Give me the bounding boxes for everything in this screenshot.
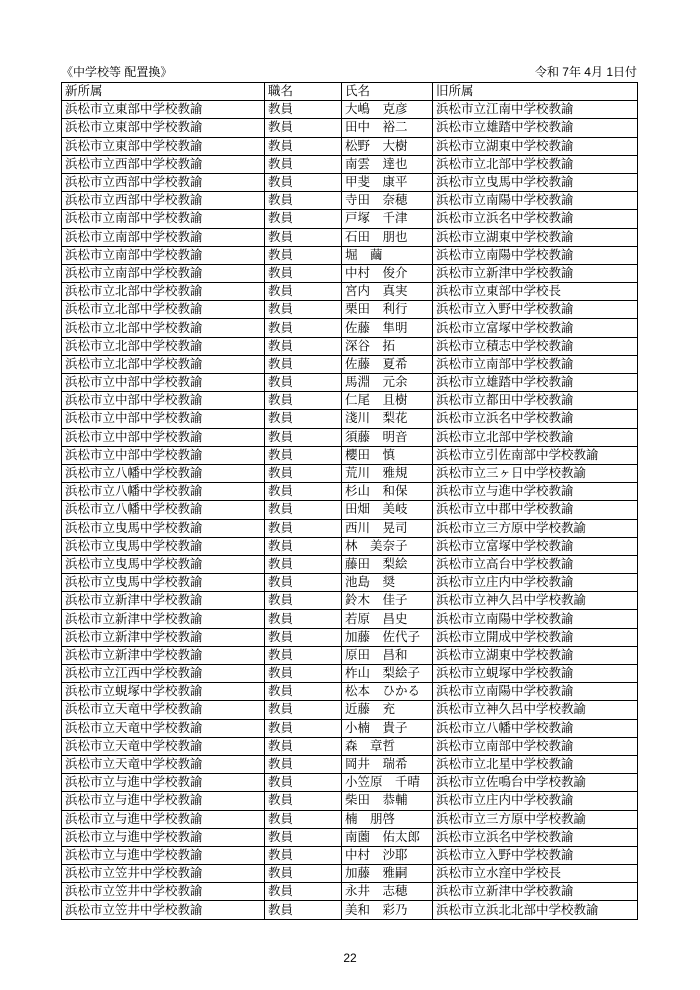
name-cell: 小笠原 千晴 <box>342 774 433 792</box>
former-affiliation-cell: 浜松市立浜北北部中学校教諭 <box>433 901 638 919</box>
table-row <box>62 574 638 592</box>
position-cell: 教員 <box>265 119 342 137</box>
name-cell: 藤田 梨絵 <box>342 555 433 573</box>
new-affiliation-cell: 浜松市立八幡中学校教諭 <box>62 464 265 482</box>
table-row <box>62 410 638 428</box>
position-cell: 教員 <box>265 519 342 537</box>
new-affiliation-cell: 浜松市立笠井中学校教諭 <box>62 865 265 883</box>
new-affiliation-cell: 浜松市立曳馬中学校教諭 <box>62 537 265 555</box>
table-row <box>62 646 638 664</box>
name-cell: 加藤 雅嗣 <box>342 865 433 883</box>
position-cell: 教員 <box>265 319 342 337</box>
table-row <box>62 883 638 901</box>
former-affiliation-cell: 浜松市立南陽中学校教諭 <box>433 610 638 628</box>
former-affiliation-cell: 浜松市立積志中学校教諭 <box>433 337 638 355</box>
former-affiliation-cell: 浜松市立浜名中学校教諭 <box>433 410 638 428</box>
name-cell: 美和 彩乃 <box>342 901 433 919</box>
former-affiliation-cell: 浜松市立入野中学校教諭 <box>433 846 638 864</box>
former-affiliation-cell: 浜松市立三方原中学校教諭 <box>433 810 638 828</box>
former-affiliation-cell: 浜松市立中郡中学校教諭 <box>433 501 638 519</box>
table-row <box>62 355 638 373</box>
former-affiliation-cell: 浜松市立新津中学校教諭 <box>433 264 638 282</box>
table-row <box>62 828 638 846</box>
table-row <box>62 537 638 555</box>
position-cell: 教員 <box>265 683 342 701</box>
new-affiliation-cell: 浜松市立北部中学校教諭 <box>62 355 265 373</box>
former-affiliation-cell: 浜松市立富塚中学校教諭 <box>433 319 638 337</box>
name-cell: 岡井 瑞希 <box>342 755 433 773</box>
header-former-affiliation: 旧所属 <box>433 83 638 101</box>
table-row <box>62 264 638 282</box>
new-affiliation-cell: 浜松市立北部中学校教諭 <box>62 283 265 301</box>
new-affiliation-cell: 浜松市立中部中学校教諭 <box>62 446 265 464</box>
name-cell: 堀 繭 <box>342 246 433 264</box>
former-affiliation-cell: 浜松市立三ヶ日中学校教諭 <box>433 464 638 482</box>
new-affiliation-cell: 浜松市立新津中学校教諭 <box>62 610 265 628</box>
table-row <box>62 719 638 737</box>
former-affiliation-cell: 浜松市立浜名中学校教諭 <box>433 828 638 846</box>
former-affiliation-cell: 浜松市立浜名中学校教諭 <box>433 210 638 228</box>
table-header <box>62 83 638 101</box>
table-row <box>62 319 638 337</box>
former-affiliation-cell: 浜松市立庄内中学校教諭 <box>433 792 638 810</box>
position-cell: 教員 <box>265 665 342 683</box>
table-row <box>62 155 638 173</box>
new-affiliation-cell: 浜松市立蜆塚中学校教諭 <box>62 683 265 701</box>
new-affiliation-cell: 浜松市立西部中学校教諭 <box>62 173 265 191</box>
position-cell: 教員 <box>265 828 342 846</box>
table-row <box>62 173 638 191</box>
table-row <box>62 628 638 646</box>
former-affiliation-cell: 浜松市立新津中学校教諭 <box>433 883 638 901</box>
new-affiliation-cell: 浜松市立曳馬中学校教諭 <box>62 555 265 573</box>
former-affiliation-cell: 浜松市立湖東中学校教諭 <box>433 137 638 155</box>
former-affiliation-cell: 浜松市立北部中学校教諭 <box>433 428 638 446</box>
name-cell: 田中 裕二 <box>342 119 433 137</box>
name-cell: 若原 昌史 <box>342 610 433 628</box>
position-cell: 教員 <box>265 846 342 864</box>
new-affiliation-cell: 浜松市立北部中学校教諭 <box>62 319 265 337</box>
name-cell: 小楠 貴子 <box>342 719 433 737</box>
document-header <box>61 63 637 81</box>
name-cell: 森 章哲 <box>342 737 433 755</box>
new-affiliation-cell: 浜松市立南部中学校教諭 <box>62 228 265 246</box>
former-affiliation-cell: 浜松市立湖東中学校教諭 <box>433 228 638 246</box>
name-cell: 林 美奈子 <box>342 537 433 555</box>
position-cell: 教員 <box>265 428 342 446</box>
former-affiliation-cell: 浜松市立水窪中学校長 <box>433 865 638 883</box>
name-cell: 原田 昌和 <box>342 646 433 664</box>
new-affiliation-cell: 浜松市立笠井中学校教諭 <box>62 901 265 919</box>
new-affiliation-cell: 浜松市立南部中学校教諭 <box>62 264 265 282</box>
name-cell: 深谷 拓 <box>342 337 433 355</box>
former-affiliation-cell: 浜松市立都田中学校教諭 <box>433 392 638 410</box>
name-cell: 戸塚 千津 <box>342 210 433 228</box>
position-cell: 教員 <box>265 337 342 355</box>
position-cell: 教員 <box>265 210 342 228</box>
former-affiliation-cell: 浜松市立北星中学校教諭 <box>433 755 638 773</box>
name-cell: 南雲 達也 <box>342 155 433 173</box>
former-affiliation-cell: 浜松市立佐鳴台中学校教諭 <box>433 774 638 792</box>
position-cell: 教員 <box>265 228 342 246</box>
position-cell: 教員 <box>265 774 342 792</box>
former-affiliation-cell: 浜松市立南陽中学校教諭 <box>433 192 638 210</box>
header-new-affiliation: 新所属 <box>62 83 265 101</box>
table-row <box>62 592 638 610</box>
name-cell: 楠 朋啓 <box>342 810 433 828</box>
table-row <box>62 665 638 683</box>
table-row <box>62 865 638 883</box>
name-cell: 鈴木 佳子 <box>342 592 433 610</box>
name-cell: 加藤 佐代子 <box>342 628 433 646</box>
table-row <box>62 701 638 719</box>
position-cell: 教員 <box>265 137 342 155</box>
name-cell: 池島 奨 <box>342 574 433 592</box>
name-cell: 杉山 和保 <box>342 483 433 501</box>
new-affiliation-cell: 浜松市立与進中学校教諭 <box>62 810 265 828</box>
table-row <box>62 374 638 392</box>
position-cell: 教員 <box>265 483 342 501</box>
table-row <box>62 810 638 828</box>
new-affiliation-cell: 浜松市立与進中学校教諭 <box>62 828 265 846</box>
position-cell: 教員 <box>265 374 342 392</box>
position-cell: 教員 <box>265 192 342 210</box>
position-cell: 教員 <box>265 410 342 428</box>
effective-date: 令和 7年 4月 1日付 <box>534 65 637 79</box>
table-row <box>62 846 638 864</box>
table-row <box>62 446 638 464</box>
table-row <box>62 774 638 792</box>
table-row <box>62 246 638 264</box>
table-row <box>62 737 638 755</box>
position-cell: 教員 <box>265 464 342 482</box>
name-cell: 須藤 明音 <box>342 428 433 446</box>
name-cell: 柞山 梨絵子 <box>342 665 433 683</box>
former-affiliation-cell: 浜松市立三方原中学校教諭 <box>433 519 638 537</box>
new-affiliation-cell: 浜松市立南部中学校教諭 <box>62 246 265 264</box>
name-cell: 栗田 利行 <box>342 301 433 319</box>
new-affiliation-cell: 浜松市立八幡中学校教諭 <box>62 483 265 501</box>
table-row <box>62 464 638 482</box>
former-affiliation-cell: 浜松市立湖東中学校教諭 <box>433 646 638 664</box>
name-cell: 近藤 充 <box>342 701 433 719</box>
position-cell: 教員 <box>265 101 342 119</box>
table-row <box>62 610 638 628</box>
new-affiliation-cell: 浜松市立八幡中学校教諭 <box>62 501 265 519</box>
name-cell: 甲斐 康平 <box>342 173 433 191</box>
name-cell: 佐藤 夏希 <box>342 355 433 373</box>
position-cell: 教員 <box>265 628 342 646</box>
name-cell: 大嶋 克彦 <box>342 101 433 119</box>
name-cell: 南薗 佑太郎 <box>342 828 433 846</box>
former-affiliation-cell: 浜松市立開成中学校教諭 <box>433 628 638 646</box>
position-cell: 教員 <box>265 501 342 519</box>
new-affiliation-cell: 浜松市立曳馬中学校教諭 <box>62 519 265 537</box>
position-cell: 教員 <box>265 392 342 410</box>
name-cell: 宮内 真実 <box>342 283 433 301</box>
new-affiliation-cell: 浜松市立天竜中学校教諭 <box>62 737 265 755</box>
new-affiliation-cell: 浜松市立新津中学校教諭 <box>62 592 265 610</box>
name-cell: 中村 俊介 <box>342 264 433 282</box>
former-affiliation-cell: 浜松市立東部中学校長 <box>433 283 638 301</box>
page-number: 22 <box>343 951 357 965</box>
new-affiliation-cell: 浜松市立与進中学校教諭 <box>62 846 265 864</box>
position-cell: 教員 <box>265 355 342 373</box>
new-affiliation-cell: 浜松市立北部中学校教諭 <box>62 301 265 319</box>
name-cell: 永井 志穂 <box>342 883 433 901</box>
table-row <box>62 483 638 501</box>
name-cell: 淺川 梨花 <box>342 410 433 428</box>
name-cell: 松本 ひかる <box>342 683 433 701</box>
name-cell: 佐藤 隼明 <box>342 319 433 337</box>
name-cell: 中村 沙耶 <box>342 846 433 864</box>
table-body <box>62 101 638 919</box>
new-affiliation-cell: 浜松市立東部中学校教諭 <box>62 119 265 137</box>
header-name: 氏名 <box>342 83 433 101</box>
name-cell: 松野 大樹 <box>342 137 433 155</box>
new-affiliation-cell: 浜松市立中部中学校教諭 <box>62 410 265 428</box>
position-cell: 教員 <box>265 446 342 464</box>
table-row <box>62 428 638 446</box>
document-title: 《中学校等 配置換》 <box>61 65 173 79</box>
former-affiliation-cell: 浜松市立入野中学校教諭 <box>433 301 638 319</box>
former-affiliation-cell: 浜松市立南陽中学校教諭 <box>433 246 638 264</box>
position-cell: 教員 <box>265 865 342 883</box>
former-affiliation-cell: 浜松市立八幡中学校教諭 <box>433 719 638 737</box>
name-cell: 寺田 奈穂 <box>342 192 433 210</box>
new-affiliation-cell: 浜松市立北部中学校教諭 <box>62 337 265 355</box>
former-affiliation-cell: 浜松市立雄踏中学校教諭 <box>433 374 638 392</box>
table-row <box>62 301 638 319</box>
position-cell: 教員 <box>265 301 342 319</box>
position-cell: 教員 <box>265 264 342 282</box>
new-affiliation-cell: 浜松市立笠井中学校教諭 <box>62 883 265 901</box>
new-affiliation-cell: 浜松市立中部中学校教諭 <box>62 374 265 392</box>
table-row <box>62 137 638 155</box>
position-cell: 教員 <box>265 173 342 191</box>
former-affiliation-cell: 浜松市立南陽中学校教諭 <box>433 683 638 701</box>
name-cell: 柴田 恭輔 <box>342 792 433 810</box>
header-position: 職名 <box>265 83 342 101</box>
table-row <box>62 119 638 137</box>
position-cell: 教員 <box>265 737 342 755</box>
new-affiliation-cell: 浜松市立与進中学校教諭 <box>62 774 265 792</box>
table-row <box>62 519 638 537</box>
former-affiliation-cell: 浜松市立南部中学校教諭 <box>433 737 638 755</box>
position-cell: 教員 <box>265 592 342 610</box>
position-cell: 教員 <box>265 610 342 628</box>
table-row <box>62 755 638 773</box>
name-cell: 櫻田 慎 <box>342 446 433 464</box>
name-cell: 石田 朋也 <box>342 228 433 246</box>
new-affiliation-cell: 浜松市立中部中学校教諭 <box>62 392 265 410</box>
former-affiliation-cell: 浜松市立蜆塚中学校教諭 <box>433 665 638 683</box>
new-affiliation-cell: 浜松市立曳馬中学校教諭 <box>62 574 265 592</box>
former-affiliation-cell: 浜松市立神久呂中学校教諭 <box>433 701 638 719</box>
position-cell: 教員 <box>265 810 342 828</box>
table-row <box>62 792 638 810</box>
new-affiliation-cell: 浜松市立天竜中学校教諭 <box>62 755 265 773</box>
position-cell: 教員 <box>265 574 342 592</box>
new-affiliation-cell: 浜松市立東部中学校教諭 <box>62 137 265 155</box>
former-affiliation-cell: 浜松市立与進中学校教諭 <box>433 483 638 501</box>
position-cell: 教員 <box>265 537 342 555</box>
new-affiliation-cell: 浜松市立東部中学校教諭 <box>62 101 265 119</box>
position-cell: 教員 <box>265 646 342 664</box>
new-affiliation-cell: 浜松市立天竜中学校教諭 <box>62 701 265 719</box>
former-affiliation-cell: 浜松市立高台中学校教諭 <box>433 555 638 573</box>
new-affiliation-cell: 浜松市立西部中学校教諭 <box>62 192 265 210</box>
position-cell: 教員 <box>265 701 342 719</box>
former-affiliation-cell: 浜松市立神久呂中学校教諭 <box>433 592 638 610</box>
former-affiliation-cell: 浜松市立曳馬中学校教諭 <box>433 173 638 191</box>
table-row <box>62 901 638 919</box>
new-affiliation-cell: 浜松市立天竜中学校教諭 <box>62 719 265 737</box>
name-cell: 田畑 美岐 <box>342 501 433 519</box>
new-affiliation-cell: 浜松市立新津中学校教諭 <box>62 646 265 664</box>
transfer-table <box>61 82 638 920</box>
table-row <box>62 101 638 119</box>
former-affiliation-cell: 浜松市立雄踏中学校教諭 <box>433 119 638 137</box>
position-cell: 教員 <box>265 155 342 173</box>
position-cell: 教員 <box>265 792 342 810</box>
table-row <box>62 501 638 519</box>
table-row <box>62 392 638 410</box>
name-cell: 西川 晃司 <box>342 519 433 537</box>
table-row <box>62 337 638 355</box>
table-row <box>62 192 638 210</box>
position-cell: 教員 <box>265 283 342 301</box>
table-row <box>62 228 638 246</box>
new-affiliation-cell: 浜松市立新津中学校教諭 <box>62 628 265 646</box>
table-row <box>62 283 638 301</box>
table-row <box>62 683 638 701</box>
position-cell: 教員 <box>265 246 342 264</box>
position-cell: 教員 <box>265 901 342 919</box>
former-affiliation-cell: 浜松市立南部中学校教諭 <box>433 355 638 373</box>
position-cell: 教員 <box>265 555 342 573</box>
name-cell: 仁尾 且樹 <box>342 392 433 410</box>
former-affiliation-cell: 浜松市立北部中学校教諭 <box>433 155 638 173</box>
new-affiliation-cell: 浜松市立南部中学校教諭 <box>62 210 265 228</box>
table-row <box>62 555 638 573</box>
position-cell: 教員 <box>265 755 342 773</box>
position-cell: 教員 <box>265 719 342 737</box>
new-affiliation-cell: 浜松市立西部中学校教諭 <box>62 155 265 173</box>
former-affiliation-cell: 浜松市立富塚中学校教諭 <box>433 537 638 555</box>
former-affiliation-cell: 浜松市立江南中学校教諭 <box>433 101 638 119</box>
new-affiliation-cell: 浜松市立与進中学校教諭 <box>62 792 265 810</box>
former-affiliation-cell: 浜松市立庄内中学校教諭 <box>433 574 638 592</box>
position-cell: 教員 <box>265 883 342 901</box>
new-affiliation-cell: 浜松市立江西中学校教諭 <box>62 665 265 683</box>
table-row <box>62 210 638 228</box>
name-cell: 馬淵 元余 <box>342 374 433 392</box>
former-affiliation-cell: 浜松市立引佐南部中学校教諭 <box>433 446 638 464</box>
header-row <box>62 83 638 101</box>
new-affiliation-cell: 浜松市立中部中学校教諭 <box>62 428 265 446</box>
name-cell: 荒川 雅規 <box>342 464 433 482</box>
